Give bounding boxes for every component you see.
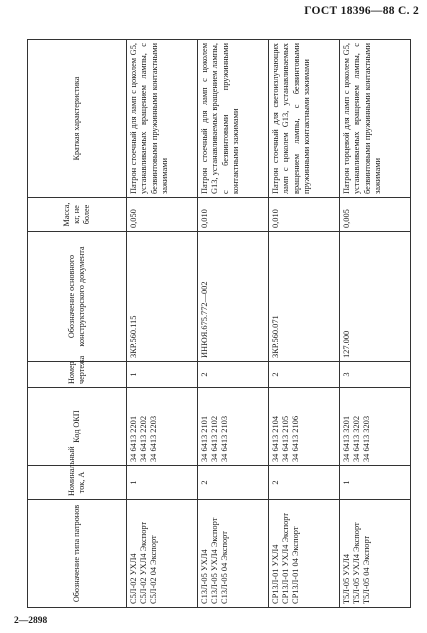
type-line: СР13Л-01 УХЛ4 <box>271 544 280 604</box>
col-header-mass: Масса, кг, не более <box>28 198 127 232</box>
page-footer-mark: 2—2898 <box>14 616 48 626</box>
current-cell: 1 <box>127 466 198 500</box>
mass-cell: 0,050 <box>127 198 198 232</box>
drawing-number-cell: 1 <box>127 362 198 388</box>
mass-cell: 0,010 <box>269 198 340 232</box>
okp-code-line: 34 6413 2201 <box>129 415 138 462</box>
okp-code-line: 34 6413 3201 <box>342 415 351 462</box>
okp-code-line: 34 6413 2203 <box>148 415 158 462</box>
type-line: С13Л-05 УХЛ4 Экспорт <box>209 517 219 604</box>
type-line: Т5Л-05 УХЛ4 <box>342 553 351 604</box>
type-cell <box>269 500 340 608</box>
cartridge-types-table <box>27 39 411 608</box>
okp-code-cell <box>127 388 198 466</box>
type-line: С5Л-02 УХЛ4 <box>129 553 138 604</box>
description-cell: Патрон стоечный для светоизлучающих ламп с цоколем G13, устанавливаемых вращением лампы, с безвинтовыми пружинными контактными зажимами <box>269 40 340 198</box>
main-document-cell: 127.000 <box>340 232 411 362</box>
current-cell: 1 <box>340 466 411 500</box>
rotated-table-wrapper <box>27 40 411 608</box>
drawing-number-cell: 2 <box>198 362 269 388</box>
okp-code-line: 34 6413 2106 <box>290 415 300 462</box>
current-cell: 2 <box>198 466 269 500</box>
col-header-drawing-number: Номер чертежа <box>28 362 127 388</box>
type-cell <box>198 500 269 608</box>
mass-cell: 0,010 <box>198 198 269 232</box>
col-header-main-document: Обозначение основного конструкторского документа <box>28 232 127 362</box>
table-row <box>340 40 411 608</box>
type-line: С13Л-05 УХЛ4 <box>200 549 209 604</box>
col-header-okp-code: Код ОКП <box>28 388 127 466</box>
okp-code-line: 34 6413 2103 <box>219 415 229 462</box>
okp-code-line: 34 6413 2101 <box>200 415 209 462</box>
drawing-number-cell: 2 <box>269 362 340 388</box>
col-header-current: Номинальный ток, А <box>28 466 127 500</box>
type-line: Т5Л-05 04 Экспорт <box>361 535 371 604</box>
table-row <box>269 40 340 608</box>
type-line: С5Л-02 04 Экспорт <box>148 535 158 604</box>
okp-code-cell <box>198 388 269 466</box>
main-document-cell: ИНЮЯ.675.772—002 <box>198 232 269 362</box>
type-line: С13Л-05 04 Экспорт <box>219 531 229 604</box>
current-cell: 2 <box>269 466 340 500</box>
okp-code-line: 34 6413 2202 <box>138 415 148 462</box>
drawing-number-cell: 3 <box>340 362 411 388</box>
okp-code-line: 34 6413 2105 <box>280 415 290 462</box>
okp-code-cell <box>340 388 411 466</box>
type-cell <box>127 500 198 608</box>
col-header-description: Краткая характеристика <box>28 40 127 198</box>
main-document-cell: ЗКР.560.071 <box>269 232 340 362</box>
okp-code-line: 34 6413 3203 <box>361 415 371 462</box>
description-cell: Патрон стоечный для ламп с цоколем G5, устанавливаемых вращением лампы, с безвинтовыми пружинными контактными зажимами <box>127 40 198 198</box>
okp-code-line: 34 6413 3202 <box>351 415 361 462</box>
okp-code-line: 34 6413 2104 <box>271 415 280 462</box>
col-header-type: Обозначение типа патронов <box>28 500 127 608</box>
page-header: ГОСТ 18396—88 С. 2 <box>304 5 419 17</box>
table-header-row <box>28 40 127 608</box>
okp-code-line: 34 6413 2102 <box>209 415 219 462</box>
type-line: СР13Л-01 04 Экспорт <box>290 526 300 604</box>
type-line: С5Л-02 УХЛ4 Экспорт <box>138 521 148 604</box>
type-cell <box>340 500 411 608</box>
type-line: Т5Л-05 УХЛ4 Экспорт <box>351 522 361 604</box>
table-row <box>127 40 198 608</box>
table-row <box>198 40 269 608</box>
description-cell: Патрон стоечный для ламп с цоколем G13, устанавливаемых вращением лампы, с безвинтовыми пружинными контактными зажимами <box>198 40 269 198</box>
type-line: СР13Л-01 УХЛ4 Экспорт <box>280 512 290 604</box>
description-cell: Патрон торцевой для ламп с цоколем G5, устанавливаемых вращением лампы, с безвинтовыми пружинными контактными зажимами <box>340 40 411 198</box>
main-document-cell: ЗКР.560.115 <box>127 232 198 362</box>
okp-code-cell <box>269 388 340 466</box>
mass-cell: 0,005 <box>340 198 411 232</box>
